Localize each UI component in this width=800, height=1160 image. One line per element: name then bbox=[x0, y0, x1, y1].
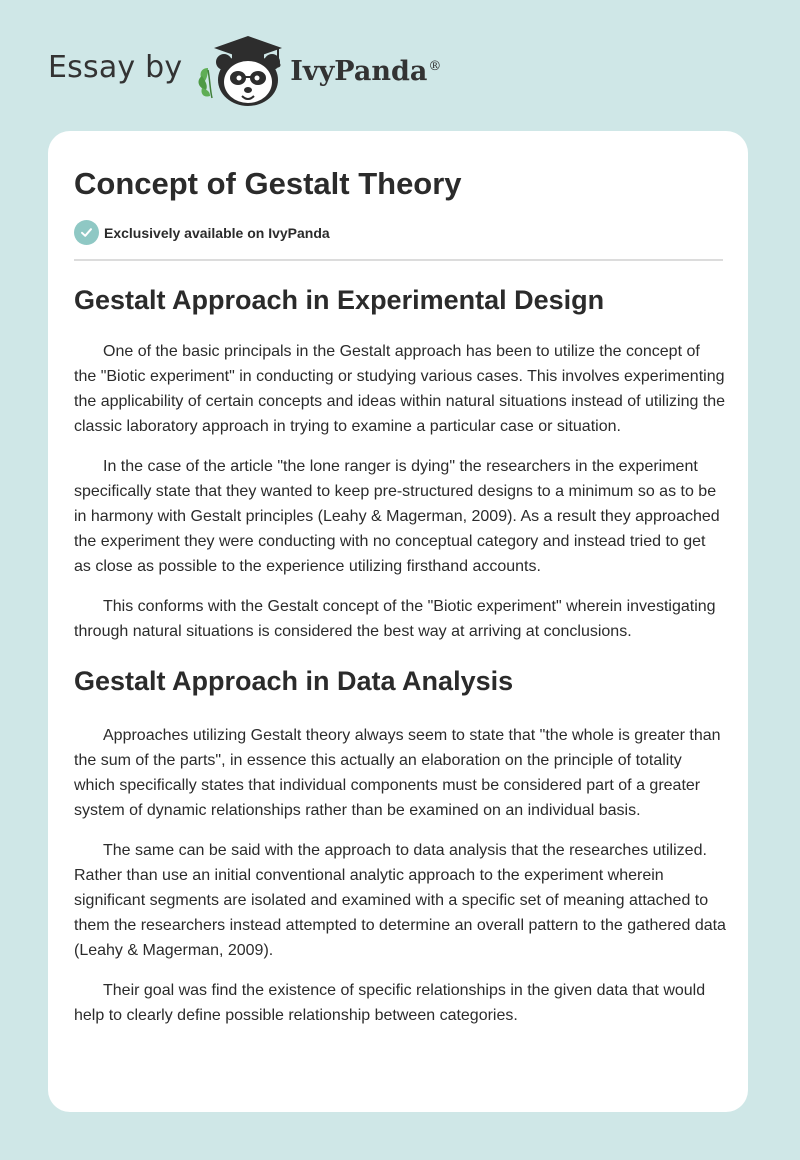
paragraph: This conforms with the Gestalt concept of the "Biotic experiment" wherein investigating through natural situations is considered the best way at arriving at conclusions. bbox=[74, 598, 716, 640]
brand-name[interactable]: IvyPanda® bbox=[290, 55, 442, 87]
exclusive-badge bbox=[74, 220, 722, 245]
check-icon bbox=[74, 220, 99, 245]
divider bbox=[74, 259, 723, 261]
exclusive-label: Exclusively available on IvyPanda bbox=[104, 224, 330, 241]
registered-mark: ® bbox=[428, 58, 442, 74]
paragraph: In the case of the article "the lone ranger is dying" the researchers in the experiment specifically state that they wanted to keep pre-structured designs to a minimum so as to be in harmony with Gestalt principles (Leahy & Magerman, 2009). As a result they approached the experiment they were conducting with no conceptual category and instead tried to get as close as possible to the experience utilizing firsthand accounts. bbox=[74, 458, 720, 575]
paragraph: Approaches utilizing Gestalt theory always seem to state that "the whole is greater than the sum of the parts", in essence this actually an elaboration on the principle of totality which specifically states that individual components must be considered part of a greater system of dynamic relationships rather than be examined on an individual basis. bbox=[74, 727, 721, 819]
essay-by-label: Essay by bbox=[48, 49, 183, 85]
page-title: Concept of Gestalt Theory bbox=[74, 166, 462, 201]
section-heading: Gestalt Approach in Data Analysis bbox=[74, 666, 514, 696]
site-header bbox=[48, 30, 441, 110]
panda-logo-icon[interactable] bbox=[196, 30, 288, 110]
paragraph: Their goal was find the existence of specific relationships in the given data that would help to clearly define possible relationship between categories. bbox=[74, 982, 706, 1024]
paragraph: The same can be said with the approach to data analysis that the researches utilized. Rather than use an initial conventional analytic approach to the experiment wherein significant segments are isolated and examined with a specific set of meaning attached to them the researchers instead attempted to determine an overall pattern to the gathered data (Leahy & Magerman, 2009). bbox=[74, 842, 726, 959]
section-heading: Gestalt Approach in Experimental Design bbox=[74, 285, 605, 315]
paragraph: One of the basic principals in the Gestalt approach has been to utilize the concept of the "Biotic experiment" in conducting or studying various cases. This involves experimenting the applicability of certain concepts and ideas within natural situations instead of utilizing the classic laboratory approach in trying to examine a particular case or situation. bbox=[74, 343, 726, 435]
article-card bbox=[48, 131, 748, 1112]
